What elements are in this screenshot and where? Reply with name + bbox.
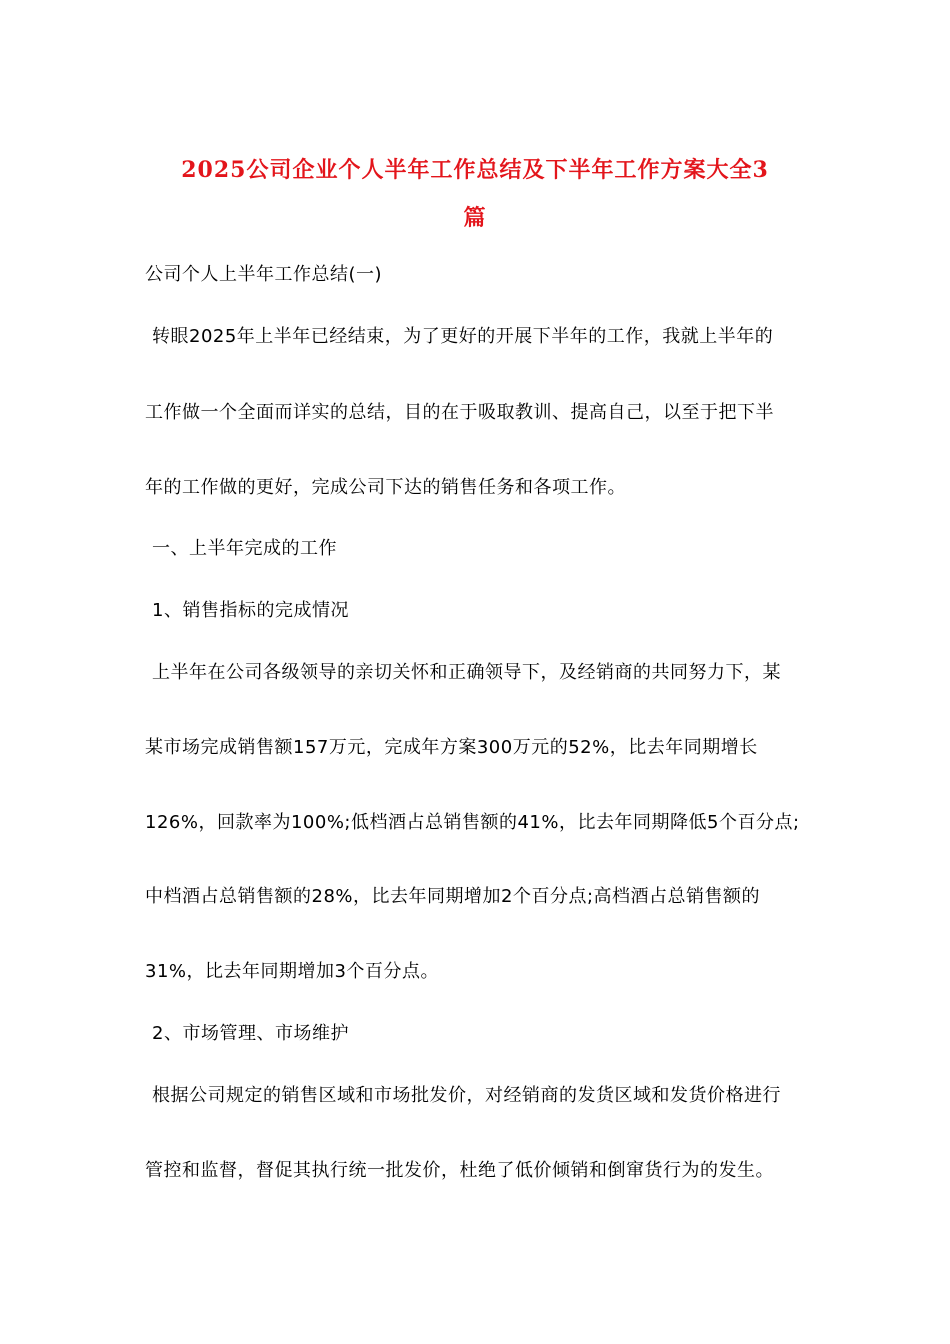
paragraph-3-line-1: 根据公司规定的销售区域和市场批发价，对经销商的发货区域和发货价格进行	[152, 1085, 781, 1106]
paragraph-3-line-2: 管控和监督，督促其执行统一批发价，杜绝了低价倾销和倒窜货行为的发生。	[145, 1160, 774, 1181]
paragraph-2-line-1: 上半年在公司各级领导的亲切关怀和正确领导下，及经销商的共同努力下，某	[152, 662, 781, 683]
paragraph-2-line-3: 126%，回款率为100%;低档酒占总销售额的41%，比去年同期降低5个百分点;	[145, 812, 800, 833]
paragraph-2-line-4: 中档酒占总销售额的28%，比去年同期增加2个百分点;高档酒占总销售额的	[145, 886, 761, 907]
paragraph-2-line-5: 31%，比去年同期增加3个百分点。	[145, 961, 439, 982]
paragraph-1-line-2: 工作做一个全面而详实的总结，目的在于吸取教训、提高自己，以至于把下半	[145, 402, 774, 423]
paragraph-1-line-3: 年的工作做的更好，完成公司下达的销售任务和各项工作。	[145, 477, 626, 498]
item-2-heading: 2、市场管理、市场维护	[152, 1023, 349, 1044]
paragraph-1-line-1: 转眼2025年上半年已经结束，为了更好的开展下半年的工作，我就上半年的	[152, 326, 774, 347]
item-1-heading: 1、销售指标的完成情况	[152, 600, 349, 621]
subtitle: 公司个人上半年工作总结(一)	[145, 264, 383, 285]
section-1-heading: 一、上半年完成的工作	[152, 538, 337, 559]
document-title-line-1: 2025公司企业个人半年工作总结及下半年工作方案大全3	[181, 157, 769, 183]
document-title-line-2: 篇	[463, 205, 487, 231]
paragraph-2-line-2: 某市场完成销售额157万元，完成年方案300万元的52%，比去年同期增长	[145, 737, 758, 758]
